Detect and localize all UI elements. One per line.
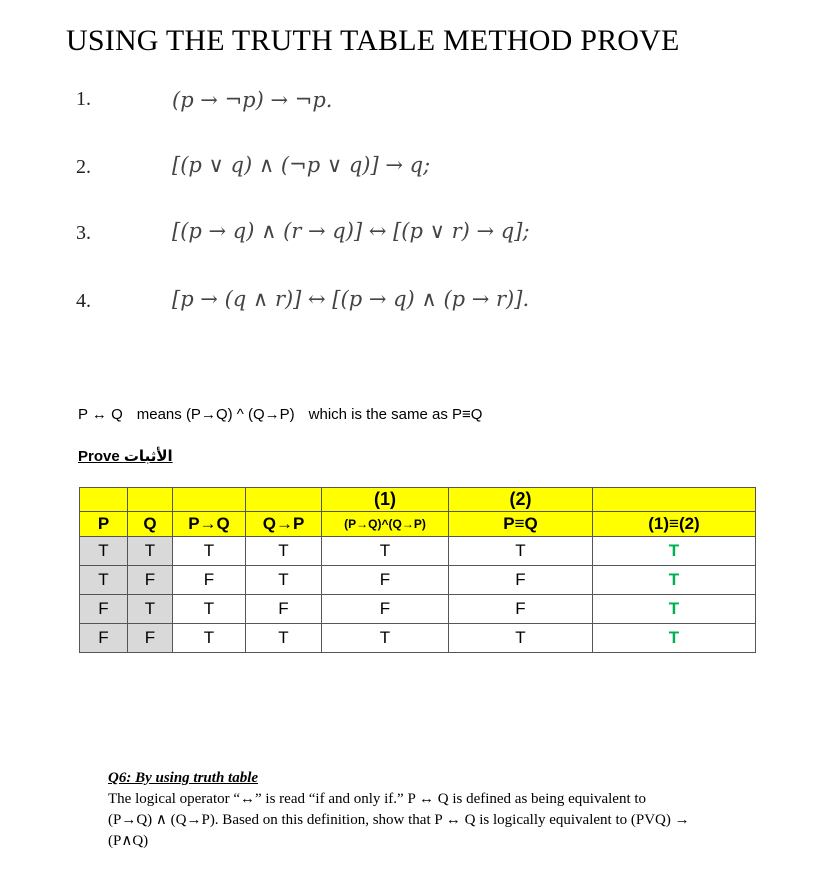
table-cell-result: T <box>593 595 756 624</box>
table-header-cell: Q→P <box>246 512 322 537</box>
table-header-cell: P≡Q <box>449 512 593 537</box>
prove-heading: Prove الأثبات <box>78 448 173 465</box>
table-header-cell: (P→Q)^(Q→P) <box>322 512 449 537</box>
table-header-cell: (1)≡(2) <box>593 512 756 537</box>
table-cell: T <box>173 595 246 624</box>
q6-text-line: (P→Q) ∧ (Q→P). Based on this definition, show that P ↔ Q is logically equivalent to (PVQ) → <box>108 812 690 828</box>
table-cell: T <box>80 537 128 566</box>
table-cell: T <box>449 537 593 566</box>
table-cell: T <box>173 537 246 566</box>
table-cell: T <box>173 624 246 653</box>
table-cell: T <box>128 595 173 624</box>
table-label-row <box>80 488 756 512</box>
table-cell: F <box>322 595 449 624</box>
q6-title: Q6: By using truth table <box>108 770 259 786</box>
problem-number: 4. <box>76 290 91 312</box>
problem-formula: [(p → q) ∧ (r → q)] ↔ [(p ∨ r) → q]; <box>172 219 530 243</box>
table-cell: T <box>246 566 322 595</box>
table-header-cell: P <box>80 512 128 537</box>
q6-text-line: (P∧Q) <box>108 833 149 849</box>
table-label-cell <box>80 488 128 512</box>
table-cell: F <box>173 566 246 595</box>
table-cell: T <box>246 537 322 566</box>
table-row <box>80 595 756 624</box>
table-row <box>80 566 756 595</box>
table-label-cell <box>593 488 756 512</box>
table-label-cell: (2) <box>449 488 593 512</box>
note-biconditional: P ↔ Q <box>78 406 123 423</box>
problem-formula: (p → ¬p) → ¬p. <box>172 88 333 112</box>
table-cell: T <box>80 566 128 595</box>
table-cell: T <box>322 537 449 566</box>
table-label-cell <box>128 488 173 512</box>
table-cell: F <box>246 595 322 624</box>
page-title: USING THE TRUTH TABLE METHOD PROVE <box>66 24 680 57</box>
table-cell: T <box>449 624 593 653</box>
table-cell: T <box>128 537 173 566</box>
table-cell-result: T <box>593 537 756 566</box>
problem-number: 3. <box>76 222 91 244</box>
table-cell: F <box>80 595 128 624</box>
truth-table <box>79 487 756 653</box>
table-cell: T <box>322 624 449 653</box>
table-cell-result: T <box>593 566 756 595</box>
table-label-cell <box>246 488 322 512</box>
table-row <box>80 624 756 653</box>
note-meaning: means (P→Q) ^ (Q→P) <box>136 406 295 423</box>
table-cell: F <box>128 624 173 653</box>
table-header-cell: Q <box>128 512 173 537</box>
problem-formula: [(p ∨ q) ∧ (¬p ∨ q)] → q; <box>172 153 431 177</box>
table-cell: F <box>80 624 128 653</box>
table-cell-result: T <box>593 624 756 653</box>
table-cell: T <box>246 624 322 653</box>
definition-note <box>78 406 482 423</box>
problem-number: 1. <box>76 88 91 110</box>
problem-formula: [p → (q ∧ r)] ↔ [(p → q) ∧ (p → r)]. <box>172 287 530 311</box>
table-header-cell: P→Q <box>173 512 246 537</box>
table-cell: F <box>449 595 593 624</box>
problem-number: 2. <box>76 156 91 178</box>
q6-text-line: The logical operator “↔” is read “if and only if.” P ↔ Q is defined as being equivalent to <box>108 791 647 807</box>
table-row <box>80 537 756 566</box>
table-label-cell: (1) <box>322 488 449 512</box>
table-cell: F <box>322 566 449 595</box>
table-cell: F <box>449 566 593 595</box>
table-label-cell <box>173 488 246 512</box>
table-header-row <box>80 512 756 537</box>
note-equivalence: which is the same as P≡Q <box>308 406 483 423</box>
table-cell: F <box>128 566 173 595</box>
q6-section <box>108 768 768 852</box>
